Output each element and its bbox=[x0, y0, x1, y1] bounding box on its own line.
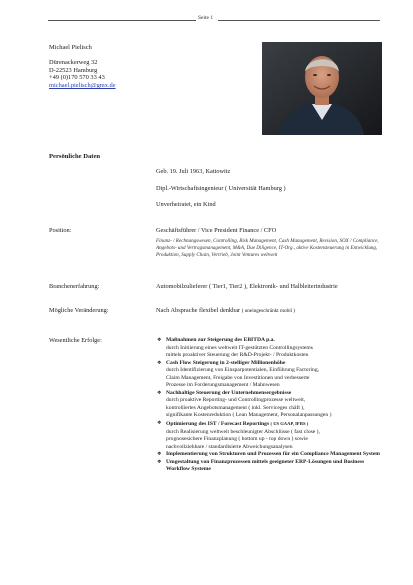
portrait-photo bbox=[262, 42, 382, 135]
position-value: Geschäftsführer / Vice President Finance / CFO bbox=[156, 227, 277, 234]
achievement-title: Implementierung von Strukturen und Prozessen für ein Compliance Management System bbox=[166, 451, 380, 458]
page-header bbox=[0, 14, 413, 26]
position-detail: Finanz- / Rechnungswesen, Controlling, Risk Management, Cash Management, Revision, SOX / Compliance, Angebots- und Vertragsmanagement, M&A, Due Diligence, IT-Org., aktive Kostensteuerung in Entwicklung, Produktion, Supply Chain, Vertrieb, Joint Ventures weltweit bbox=[156, 238, 379, 259]
contact-street: Dürenackerweg 32 bbox=[49, 58, 98, 66]
birth-info: Geb. 19. Juli 1963, Kattowitz bbox=[156, 168, 231, 175]
diamond-bullet-icon: ❖ bbox=[157, 459, 162, 465]
achievement-line: Claim Management, Freigabe von Investitionen und verbesserte bbox=[166, 374, 310, 381]
achievement-item bbox=[156, 420, 386, 451]
diamond-bullet-icon: ❖ bbox=[157, 338, 162, 343]
achievement-line: nachvollziehbare / standardisierte Abweichungsanalysen bbox=[166, 443, 293, 450]
achievement-item bbox=[156, 459, 386, 474]
position-label: Position: bbox=[49, 227, 72, 234]
achievement-line: prognosesichere Finanzplanung ( bottom up - top down ) sowie bbox=[166, 436, 308, 443]
achievement-line: kontrolliertes Angebotsmanagement ( inkl. Serviceges chäft ), bbox=[166, 404, 305, 411]
family-info: Unverheiratet, ein Kind bbox=[156, 201, 216, 208]
change-value-main: Nach Absprache flexibel denkbar bbox=[156, 307, 241, 314]
achievement-item bbox=[156, 360, 386, 390]
achievement-line: mittels proaktiver Steuerung der R&D-Projekt- / Produktkosten bbox=[166, 352, 309, 359]
contact-name: Michael Pielisch bbox=[49, 44, 92, 51]
section-title-personal-data: Persönliche Daten bbox=[49, 153, 101, 160]
achievement-title-row bbox=[166, 420, 386, 429]
achievement-title: Nachhaltige Steuerung der Unternehmensergebnisse bbox=[166, 389, 292, 396]
achievement-line: signifikante Kostenreduktion ( Lean Management, Personalanpassungen ) bbox=[166, 412, 332, 419]
achievement-note: ( US GAAP, IFRS ) bbox=[270, 421, 309, 427]
contact-block bbox=[49, 44, 116, 90]
contact-phone: +49 (0)170 570 33 43 bbox=[49, 74, 105, 82]
change-value bbox=[156, 307, 295, 314]
diamond-bullet-icon: ❖ bbox=[157, 390, 162, 396]
achievements-list bbox=[156, 337, 386, 474]
diamond-bullet-icon: ❖ bbox=[157, 452, 162, 458]
page-number: Seite 1 bbox=[198, 15, 214, 21]
diamond-bullet-icon: ❖ bbox=[157, 421, 162, 427]
branch-label: Branchenerfahrung: bbox=[49, 283, 100, 290]
degree-info: Dipl.-Wirtschaftsingenieur ( Universität Hamburg ) bbox=[156, 185, 286, 192]
branch-value: Automobilzulieferer ( Tier1, Tier2 ), Elektronik- und Halbleiterindustrie bbox=[156, 283, 338, 290]
header-rule-left bbox=[48, 20, 196, 21]
achievements-label: Wesentliche Erfolge: bbox=[49, 337, 102, 344]
achievement-line: Prozesse im Forderungsmanagement / Mahnwesen bbox=[166, 382, 280, 389]
achievement-line: durch Realisierung weltweit beschleunigter Abschlüsse ( fast close ), bbox=[166, 428, 320, 435]
achievement-line: durch Initiierung eines weltweit IT-gestützten Controllingsystems bbox=[166, 344, 313, 351]
diamond-bullet-icon: ❖ bbox=[157, 360, 162, 366]
achievement-item bbox=[156, 390, 386, 420]
contact-email-link[interactable]: michael.pielisch@gmx.de bbox=[49, 82, 116, 90]
achievement-title: Umgestaltung von Finanzprozessen mittels geeigneter ERP-Lösungen und Business Workflow Systeme bbox=[166, 458, 365, 473]
change-value-note: ( uneingeschränkt mobil ) bbox=[241, 308, 296, 314]
contact-city: D-22523 Hamburg bbox=[49, 66, 98, 74]
header-rule-right bbox=[218, 20, 380, 21]
achievement-item bbox=[156, 337, 386, 360]
achievement-title: Optimierung des IST / Forecast Reportings bbox=[166, 421, 270, 428]
achievement-line: durch Identifizierung von Einsparpotentialen, Einführung Factoring, bbox=[166, 367, 320, 374]
change-label: Mögliche Veränderung: bbox=[49, 307, 109, 314]
achievement-item bbox=[156, 451, 386, 459]
achievement-line: durch proaktive Reporting- und Controllingprozesse weltweit, bbox=[166, 397, 306, 404]
achievement-title: Maßnahmen zur Steigerung des EBITDA p.a. bbox=[166, 337, 275, 343]
achievement-title: Cash Flow Steigerung in 2-stelliger Millionenhöhe bbox=[166, 359, 286, 366]
